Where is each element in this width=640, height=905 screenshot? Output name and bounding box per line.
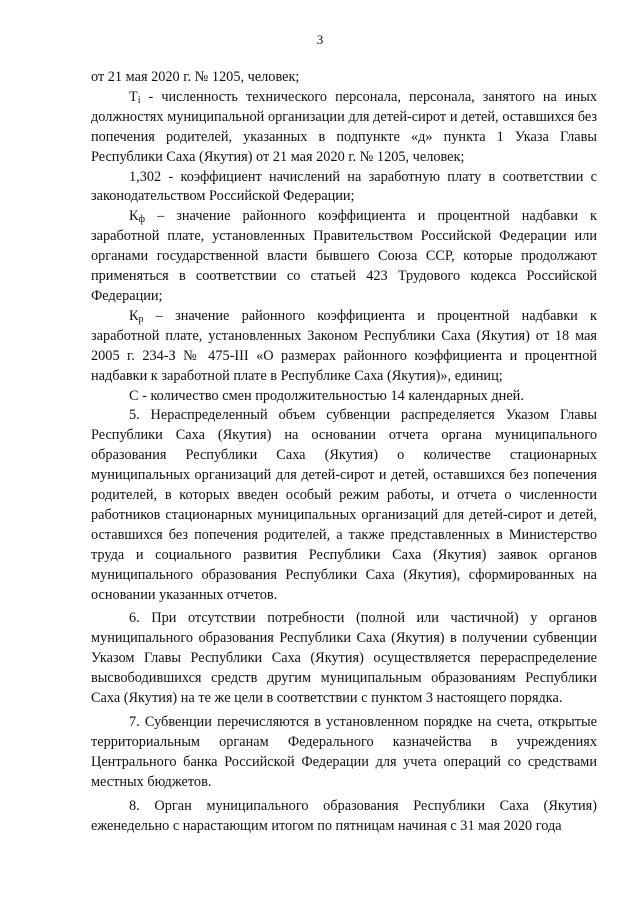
document-body <box>91 68 597 836</box>
paragraph-accrual-coefficient: 1,302 - коэффициент начислений на заработную плату в соответствии с законодательством Российской Федерации; <box>91 168 597 205</box>
variable-definition: - численность технического персонала, персонала, занятого на иных должностях муниципальной организации для детей-сирот и детей, оставшихся без попечения родителей, указанных в подпункте «д» пункта 1 Указа Главы Республики Саха (Якутия) от 21 мая 2020 г. № 1205, человек; <box>91 88 597 165</box>
paragraph-continuation: от 21 мая 2020 г. № 1205, человек; <box>91 69 300 85</box>
paragraph-item-8: 8. Орган муниципального образования Республики Саха (Якутия) еженедельно с нарастающим итогом по пятницам начиная с 31 мая 2020 года <box>91 797 597 834</box>
paragraph-item-6: 6. При отсутствии потребности (полной или частичной) у органов муниципального образования Республики Саха (Якутия) в получении субвенции Указом Главы Республики Саха (Якутия) осуществляется перераспределение высвободившихся средств другим муниципальным образованиям Республики Саха (Якутия) на те же цели в соответствии с пунктом 3 настоящего порядка. <box>91 610 597 707</box>
variable-subscript: р <box>138 313 144 325</box>
paragraph-federal-coefficient <box>91 207 597 307</box>
variable-symbol: Т <box>129 88 138 105</box>
variable-symbol: К <box>129 307 139 324</box>
paragraph-shift-count: С - количество смен продолжительностью 14 календарных дней. <box>129 387 524 404</box>
variable-subscript: ф <box>138 214 146 226</box>
page-number: 3 <box>316 32 324 47</box>
paragraph-item-7: 7. Субвенции перечисляются в установленном порядке на счета, открытые территориальным органам Федерального казначейства в учреждениях Центрального банка Российской Федерации для учета операций со средствами местных бюджетов. <box>91 714 597 790</box>
variable-symbol: К <box>129 208 139 225</box>
variable-definition: – значение районного коэффициента и процентной надбавки к заработной плате, установленных Законом Республики Саха (Якутия) от 18 мая 2005 г. 234-З № 475-III «О размерах районного коэффициента и процентной надбавки к заработной плате в Республике Саха (Якутия)», единиц; <box>91 307 597 384</box>
variable-definition: – значение районного коэффициента и процентной надбавки к заработной плате, установленных Правительством Российской Федерации или органами государственной власти бывшего Союза ССР, которые продолжают применяться в соответствии со статьей 423 Трудового кодекса Российской Федерации; <box>91 208 597 304</box>
paragraph-technical-staff <box>91 88 597 168</box>
paragraph-regional-coefficient <box>91 307 597 387</box>
paragraph-item-5: 5. Нераспределенный объем субвенции распределяется Указом Главы Республики Саха (Якутия) на основании отчета органа муниципального образования Республики Саха (Якутия) о количестве стационарных муниципальных организаций для детей-сирот и детей, оставшихся без попечения родителей, в которых введен особый режим работы, и отчета о численности работников стационарных муниципальных организаций для детей-сирот и детей, оставшихся без попечения родителей, а также представленных в Министерство труда и социального развития Республики Саха (Якутия) заявок органов муниципального образования Республики Саха (Якутия), сформированных на основании указанных отчетов. <box>91 407 597 603</box>
variable-subscript: i <box>137 94 141 106</box>
